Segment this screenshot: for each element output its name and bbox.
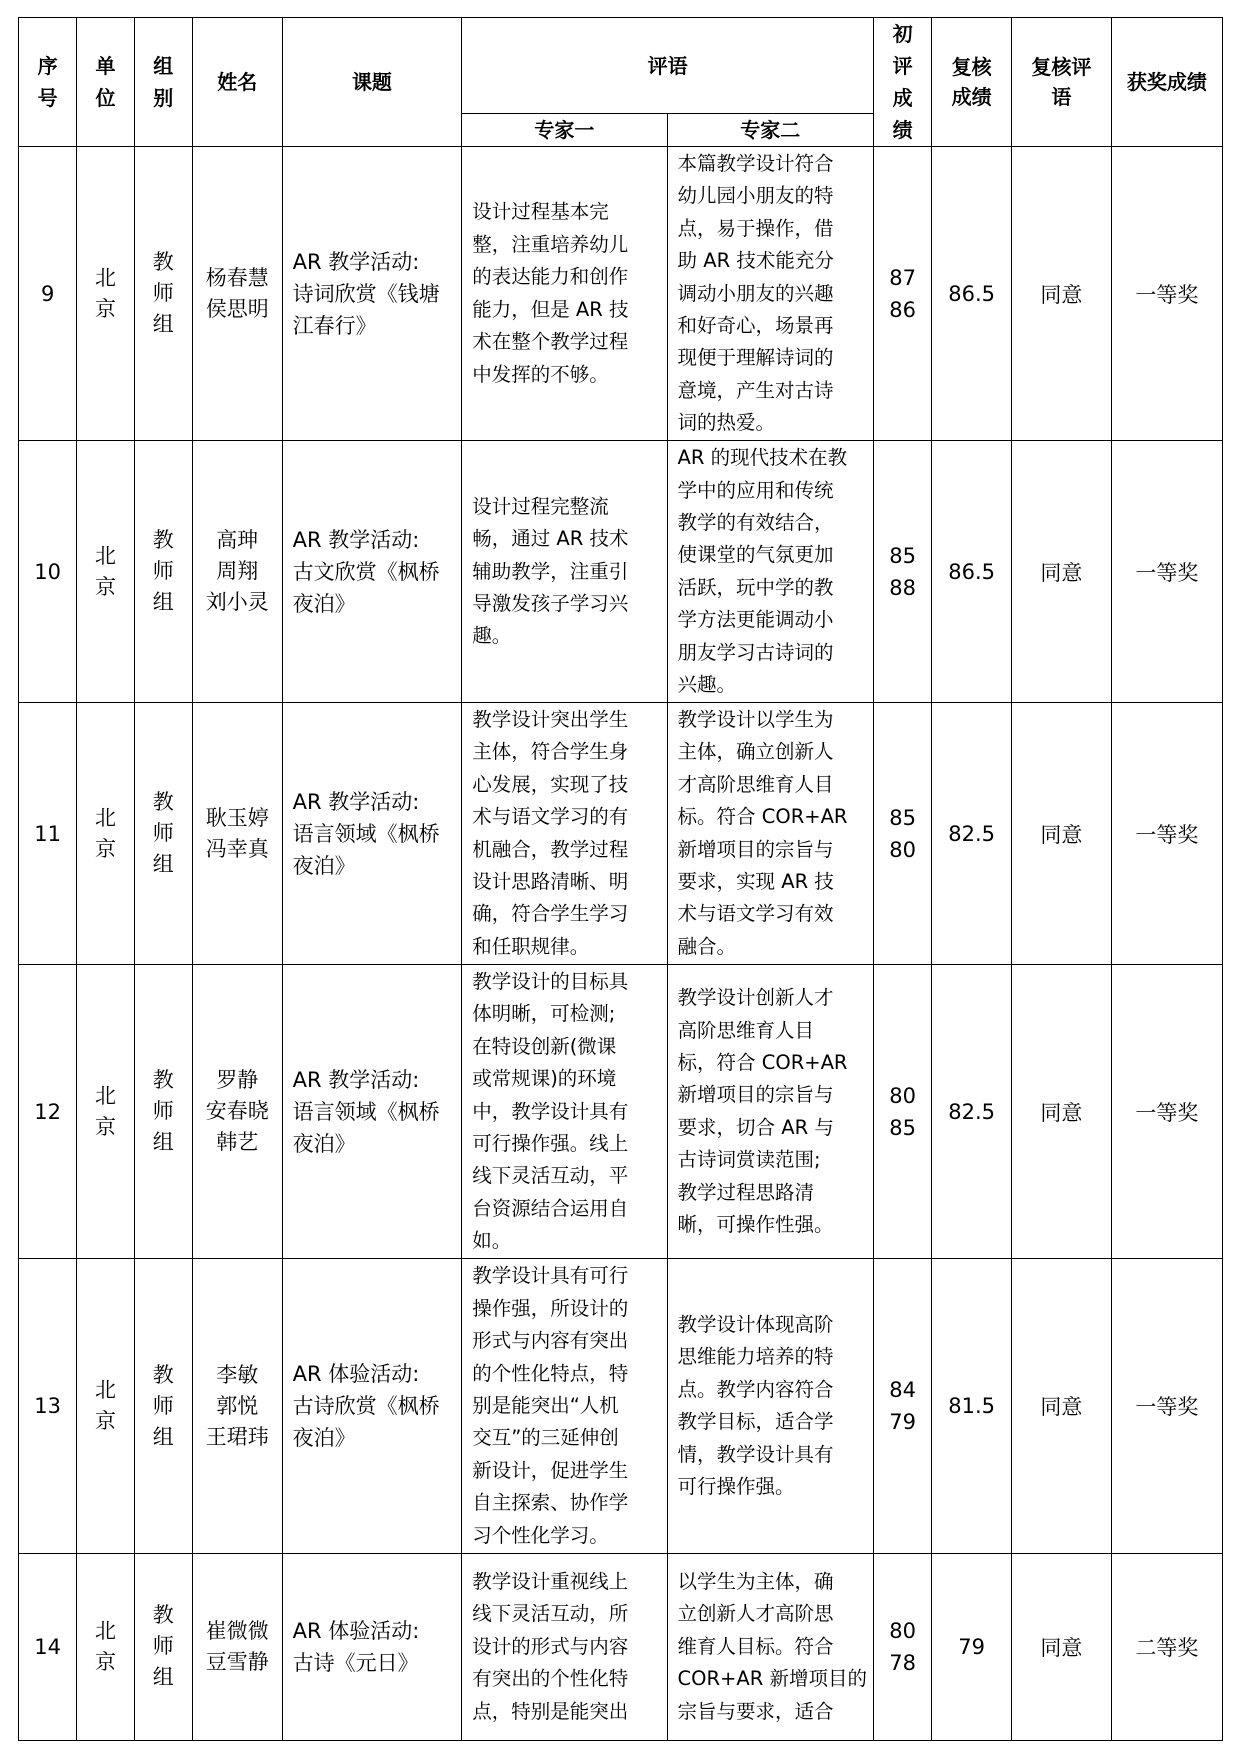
cell-initial-scores: 85 80 [873,703,931,965]
cell-award: 二等奖 [1111,1553,1222,1740]
cell-names: 杨春慧 侯思明 [192,147,282,441]
cell-names: 高珅 周翔 刘小灵 [192,441,282,703]
cell-expert-one-comment: 教学设计具有可行 操作强，所设计的 形式与内容有突出 的个性化特点，特 别是能突出“人机 交互”的三延伸创 新设计，促进学生 自主探索、协作学 习个性化学习。 [462,1259,667,1553]
cell-group: 教 师 组 [134,1553,192,1740]
cell-expert-two-comment: 教学设计创新人才 高阶思维育人目 标，符合 COR+AR 新增项目的宗旨与 要求，切合 AR 与 古诗词赏读范围; 教学过程思路清 晰，可操作性强。 [667,965,873,1259]
cell-unit: 北 京 [77,703,134,965]
cell-initial-scores: 80 85 [873,965,931,1259]
cell-unit: 北 京 [77,441,134,703]
cell-initial-scores: 85 88 [873,441,931,703]
cell-review-score: 86.5 [932,441,1012,703]
table-header [19,18,1223,147]
award-results-table [18,17,1223,1741]
cell-review-comment: 同意 [1011,1553,1111,1740]
cell-group: 教 师 组 [134,441,192,703]
table-row [19,147,1223,441]
cell-expert-one-comment: 教学设计的目标具 体明晰，可检测; 在特设创新(微课 或常规课)的环境 中，教学设计具有 可行操作强。线上 线下灵活互动，平 台资源结合运用自 如。 [462,965,667,1259]
cell-names: 李敏 郭悦 王珺玮 [192,1259,282,1553]
cell-group: 教 师 组 [134,1259,192,1553]
header-topic: 课题 [282,18,462,147]
header-seq: 序 号 [19,18,77,147]
cell-topic: AR 体验活动: 古诗欣赏《枫桥 夜泊》 [282,1259,462,1553]
cell-award: 一等奖 [1111,1259,1222,1553]
table-row [19,1259,1223,1553]
cell-topic: AR 教学活动: 语言领域《枫桥 夜泊》 [282,965,462,1259]
table-row [19,441,1223,703]
cell-review-comment: 同意 [1011,1259,1111,1553]
cell-expert-two-comment: 以学生为主体，确 立创新人才高阶思 维育人目标。符合 COR+AR 新增项目的 宗旨与要求，适合 [667,1553,873,1740]
cell-review-comment: 同意 [1011,441,1111,703]
header-award: 获奖成绩 [1111,18,1222,147]
header-comments: 评语 [462,18,874,114]
cell-expert-two-comment: 教学设计体现高阶 思维能力培养的特 点。教学内容符合 教学目标，适合学 情，教学设计具有 可行操作强。 [667,1259,873,1553]
cell-names: 罗静 安春晓 韩艺 [192,965,282,1259]
cell-expert-two-comment: AR 的现代技术在教 学中的应用和传统 教学的有效结合， 使课堂的气氛更加 活跃，玩中学的教 学方法更能调动小 朋友学习古诗词的 兴趣。 [667,441,873,703]
cell-names: 耿玉婷 冯幸真 [192,703,282,965]
cell-group: 教 师 组 [134,147,192,441]
cell-initial-scores: 87 86 [873,147,931,441]
header-name: 姓名 [192,18,282,147]
table-row [19,965,1223,1259]
cell-expert-two-comment: 本篇教学设计符合 幼儿园小朋友的特 点，易于操作，借 助 AR 技术能充分 调动小朋友的兴趣 和好奇心，场景再 现便于理解诗词的 意境，产生对古诗 词的热爱。 [667,147,873,441]
cell-expert-two-comment: 教学设计以学生为 主体，确立创新人 才高阶思维育人目 标。符合 COR+AR 新增项目的宗旨与 要求，实现 AR 技 术与语文学习有效 融合。 [667,703,873,965]
cell-expert-one-comment: 教学设计突出学生 主体，符合学生身 心发展，实现了技 术与语文学习的有 机融合，教学过程 设计思路清晰、明 确，符合学生学习 和任职规律。 [462,703,667,965]
cell-unit: 北 京 [77,147,134,441]
cell-expert-one-comment: 教学设计重视线上 线下灵活互动，所 设计的形式与内容 有突出的个性化特 点，特别是能突出 [462,1553,667,1740]
cell-review-comment: 同意 [1011,965,1111,1259]
cell-initial-scores: 80 78 [873,1553,931,1740]
table-row [19,1553,1223,1740]
cell-review-score: 86.5 [932,147,1012,441]
cell-seq: 11 [19,703,77,965]
cell-names: 崔微微 豆雪静 [192,1553,282,1740]
cell-topic: AR 教学活动: 语言领域《枫桥 夜泊》 [282,703,462,965]
cell-topic: AR 教学活动: 诗词欣赏《钱塘 江春行》 [282,147,462,441]
header-group: 组 别 [134,18,192,147]
cell-expert-one-comment: 设计过程完整流 畅，通过 AR 技术 辅助教学，注重引 导激发孩子学习兴 趣。 [462,441,667,703]
cell-award: 一等奖 [1111,441,1222,703]
header-initial-score: 初 评 成 绩 [873,18,931,147]
cell-review-score: 81.5 [932,1259,1012,1553]
cell-group: 教 师 组 [134,965,192,1259]
cell-seq: 14 [19,1553,77,1740]
cell-seq: 13 [19,1259,77,1553]
header-review-score: 复核 成绩 [932,18,1012,147]
cell-expert-one-comment: 设计过程基本完 整，注重培养幼儿 的表达能力和创作 能力，但是 AR 技 术在整个教学过程 中发挥的不够。 [462,147,667,441]
cell-review-comment: 同意 [1011,147,1111,441]
cell-review-comment: 同意 [1011,703,1111,965]
cell-award: 一等奖 [1111,703,1222,965]
cell-unit: 北 京 [77,1553,134,1740]
header-review-comment: 复核评 语 [1011,18,1111,147]
cell-initial-scores: 84 79 [873,1259,931,1553]
cell-award: 一等奖 [1111,965,1222,1259]
cell-topic: AR 体验活动: 古诗《元日》 [282,1553,462,1740]
cell-review-score: 82.5 [932,965,1012,1259]
cell-review-score: 82.5 [932,703,1012,965]
cell-unit: 北 京 [77,1259,134,1553]
cell-topic: AR 教学活动: 古文欣赏《枫桥 夜泊》 [282,441,462,703]
cell-seq: 12 [19,965,77,1259]
cell-unit: 北 京 [77,965,134,1259]
header-expert-one: 专家一 [462,114,667,147]
cell-seq: 10 [19,441,77,703]
header-expert-two: 专家二 [667,114,873,147]
header-unit: 单 位 [77,18,134,147]
cell-review-score: 79 [932,1553,1012,1740]
table-row [19,703,1223,965]
cell-award: 一等奖 [1111,147,1222,441]
table-body [19,147,1223,1741]
cell-seq: 9 [19,147,77,441]
cell-group: 教 师 组 [134,703,192,965]
